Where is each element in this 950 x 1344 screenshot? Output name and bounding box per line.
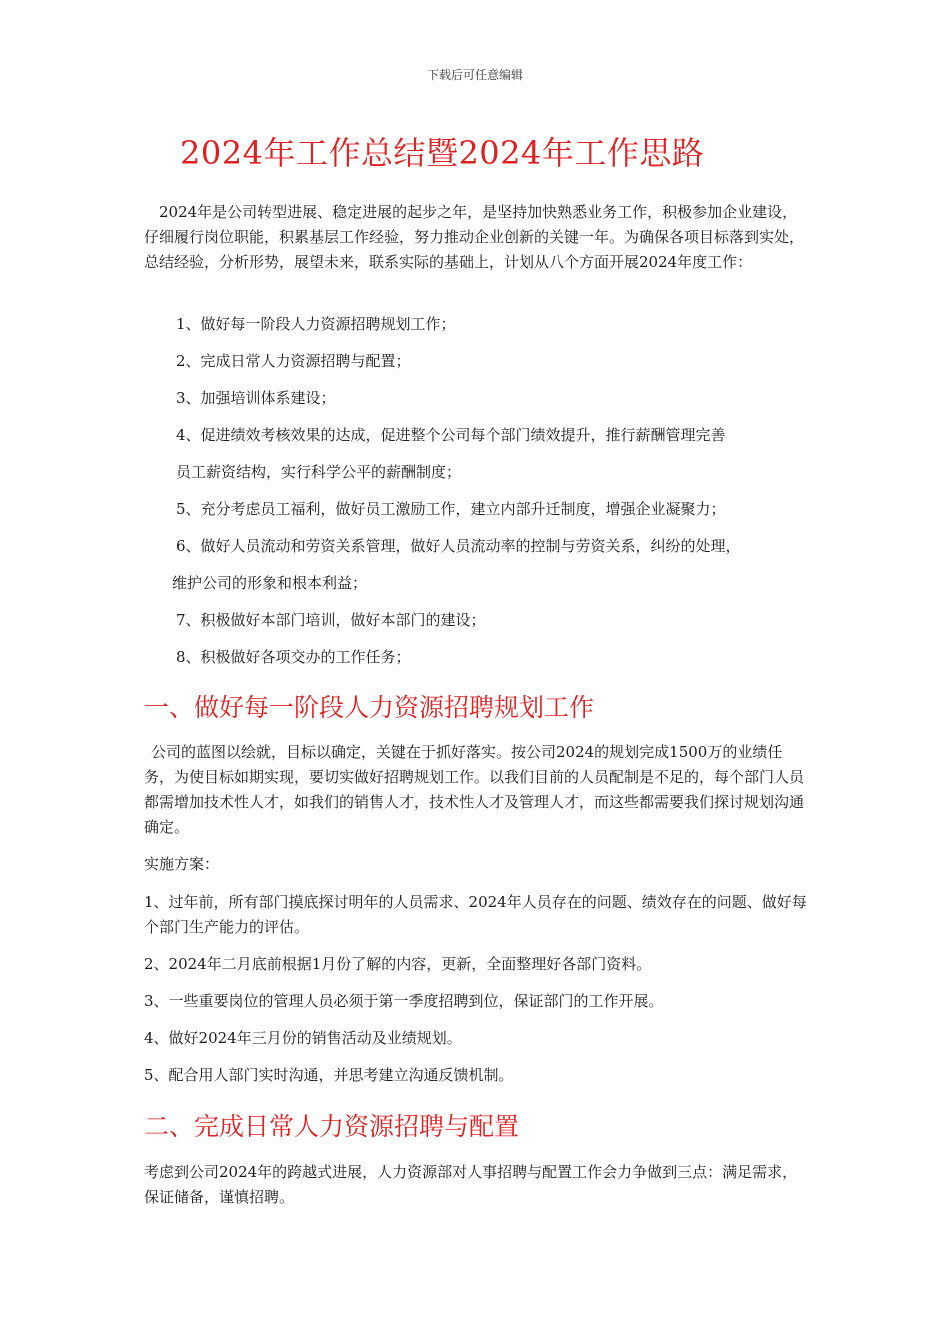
section1-text: 公司的蓝图以绘就，目标以确定，关键在于抓好落实。按公司2024的规划完成1500万的业绩任务，为使目标如期实现，要切实做好招聘规划工作。以我们目前的人员配制是不足的，每个部门人员都需增加技术性人才，如我们的销售人才，技术性人才及管理人才，而这些都需要我们探讨规划沟通确定。 [144,743,805,836]
plan-label: 实施方案： [144,855,220,873]
section2-text: 考虑到公司2024年的跨越式进展，人力资源部对人事招聘与配置工作会力争做到三点：满足需求，保证储备，谨慎招聘。 [144,1163,798,1206]
plan-item: 4、做好2024年三月份的销售活动及业绩规划。 [144,1029,462,1047]
goal-item-continuation: 员工薪资结构，实行科学公平的薪酬制度； [176,463,462,481]
goal-item-continuation: 维护公司的形象和根本利益； [172,574,368,592]
plan-item: 3、一些重要岗位的管理人员必须于第一季度招聘到位，保证部门的工作开展。 [144,992,664,1010]
goal-item: 6、做好人员流动和劳资关系管理，做好人员流动率的控制与劳资关系，纠纷的处理， [176,537,741,555]
intro-text: 2024年是公司转型进展、稳定进展的起步之年，是坚持加快熟悉业务工作，积极参加企业建设，仔细履行岗位职能，积累基层工作经验，努力推动企业创新的关键一年。为确保各项目标落到实处，总结经验，分析形势，展望未来，联系实际的基础上，计划从八个方面开展2024年度工作： [144,203,805,271]
goal-item: 4、促进绩效考核效果的达成，促进整个公司每个部门绩效提升，推行薪酬管理完善 [176,426,726,444]
plan-item-text: 1、过年前，所有部门摸底探讨明年的人员需求、2024年人员存在的问题、绩效存在的问题、做好每个部门生产能力的评估。 [144,893,807,936]
intro-paragraph [144,200,812,275]
plan-item [144,890,812,940]
plan-item: 2、2024年二月底前根据1月份了解的内容，更新，全面整理好各部门资料。 [144,955,652,973]
goal-item: 2、完成日常人力资源招聘与配置； [176,352,411,370]
goal-item: 5、充分考虑员工福利，做好员工激励工作，建立内部升迁制度，增强企业凝聚力； [176,500,726,518]
section-heading-2: 二、完成日常人力资源招聘与配置 [144,1112,520,1141]
header-note: 下载后可任意编辑 [426,68,523,82]
goal-item: 3、加强培训体系建设； [176,389,336,407]
document-title: 2024年工作总结暨2024年工作思路 [180,134,705,172]
goal-item: 1、做好每一阶段人力资源招聘规划工作； [176,315,456,333]
goal-item: 7、积极做好本部门培训，做好本部门的建设； [176,611,486,629]
section-heading-1: 一、做好每一阶段人力资源招聘规划工作 [144,693,595,722]
goal-item: 8、积极做好各项交办的工作任务； [176,648,411,666]
section1-paragraph [144,740,812,840]
plan-item: 5、配合用人部门实时沟通，并思考建立沟通反馈机制。 [144,1066,514,1084]
section2-paragraph [144,1160,812,1210]
